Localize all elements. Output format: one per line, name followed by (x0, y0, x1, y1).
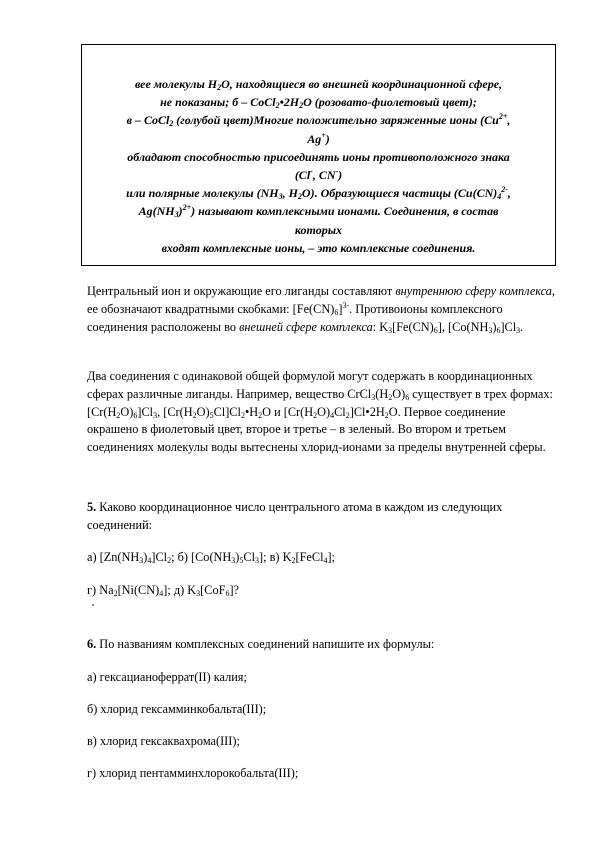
paragraph-isomers (87, 368, 557, 457)
question-text: 5. Каково координационное число центрального атома в каждом из следующих соединений: (87, 500, 503, 532)
box-line: (Cl-, CN-) (294, 167, 343, 183)
box-line: входят комплексные ионы, – это комплексные соединения. (161, 240, 476, 255)
question-6 (87, 636, 557, 654)
list-item-text: б) хлорид гексамминкобальта(III); (87, 702, 267, 716)
paragraph-text: Центральный ион и окружающие его лиганды составляют внутреннюю сферу комплекса, ее обозначают квадратными скобками: $[Fe(CN)_6]^{3-}$. Противоионы комплексного соединения расположены во внешней сфере комплекса: $K_3[Fe(CN)_6]$, $[Co(NH_3)_6]Cl_3$. (87, 284, 555, 335)
box-line: не показаны; б – $CoCl_2•2H_2O$ (розовато-фиолетовый цвет); (160, 95, 477, 111)
paragraph-text: Два соединения с одинаковой общей формулой могут содержать в координационных сферах различные лиганды. Например, вещество $CrCl_3(H_2O)_6$ существует в трех формах: $[Cr(H_2O)_6]Cl_3$, $[Cr(H_2O)_5Cl]Cl_2•H_2O$ и $[Cr(H_2O)_4Cl_2]Cl•2H_2O$. Первое соединение окрашено в фиолетовый цвет, второе и третье – в зеленый. Во втором и третьем соединениях молекулы воды вытеснены хлорид-ионами за пределы внутренней сферы. (87, 369, 553, 455)
box-line: Ag+) (307, 130, 330, 146)
list-item (87, 733, 557, 751)
list-item (87, 669, 557, 687)
question-text: 6. По названиям комплексных соединений напишите их формулы: (87, 637, 435, 651)
list-item-text: в) хлорид гексаквахрома(III); (87, 734, 240, 748)
stray-mark (92, 604, 94, 606)
box-line: обладают способностью присоединять ионы противоположного знака (127, 149, 510, 164)
box-line: $Ag(NH_3)^{2+}$) называют комплексными ионами. Соединения, в состав (138, 203, 499, 220)
highlighted-text-box (81, 44, 556, 266)
list-item (87, 765, 557, 783)
options-text: г) $Na_2[Ni(CN)_4]$; д) $K_3[CoF_6]$? (87, 583, 239, 598)
options-text: а) $[Zn(NH_3)_4]Cl_2$; б) $[Co(NH_3)_5Cl_3]$; в) $K_2[FeCl_4]$; (87, 550, 336, 565)
paragraph-inner-sphere (87, 283, 555, 336)
question-5-options-2 (87, 582, 557, 600)
list-item-text: г) хлорид пентамминхлорокобальта(III); (87, 766, 299, 780)
box-line: которых (294, 222, 343, 237)
question-5-options-1 (87, 549, 557, 567)
box-line: в – CoCl$_2$ (голубой цвет)Многие положительно заряженные ионы ($Cu^{2+}$, (126, 112, 511, 129)
list-item-text: а) гексацианоферрат(II) калия; (87, 670, 247, 684)
question-5 (87, 499, 507, 535)
box-line: или полярные молекулы ($NH_3$, $H_2O$). Образующиеся частицы ($Cu(CN)_4^{2-}$, (126, 185, 511, 202)
list-item (87, 701, 557, 719)
box-line: вее молекулы $H_2O$, находящиеся во внешней координационной сфере, (134, 77, 503, 92)
